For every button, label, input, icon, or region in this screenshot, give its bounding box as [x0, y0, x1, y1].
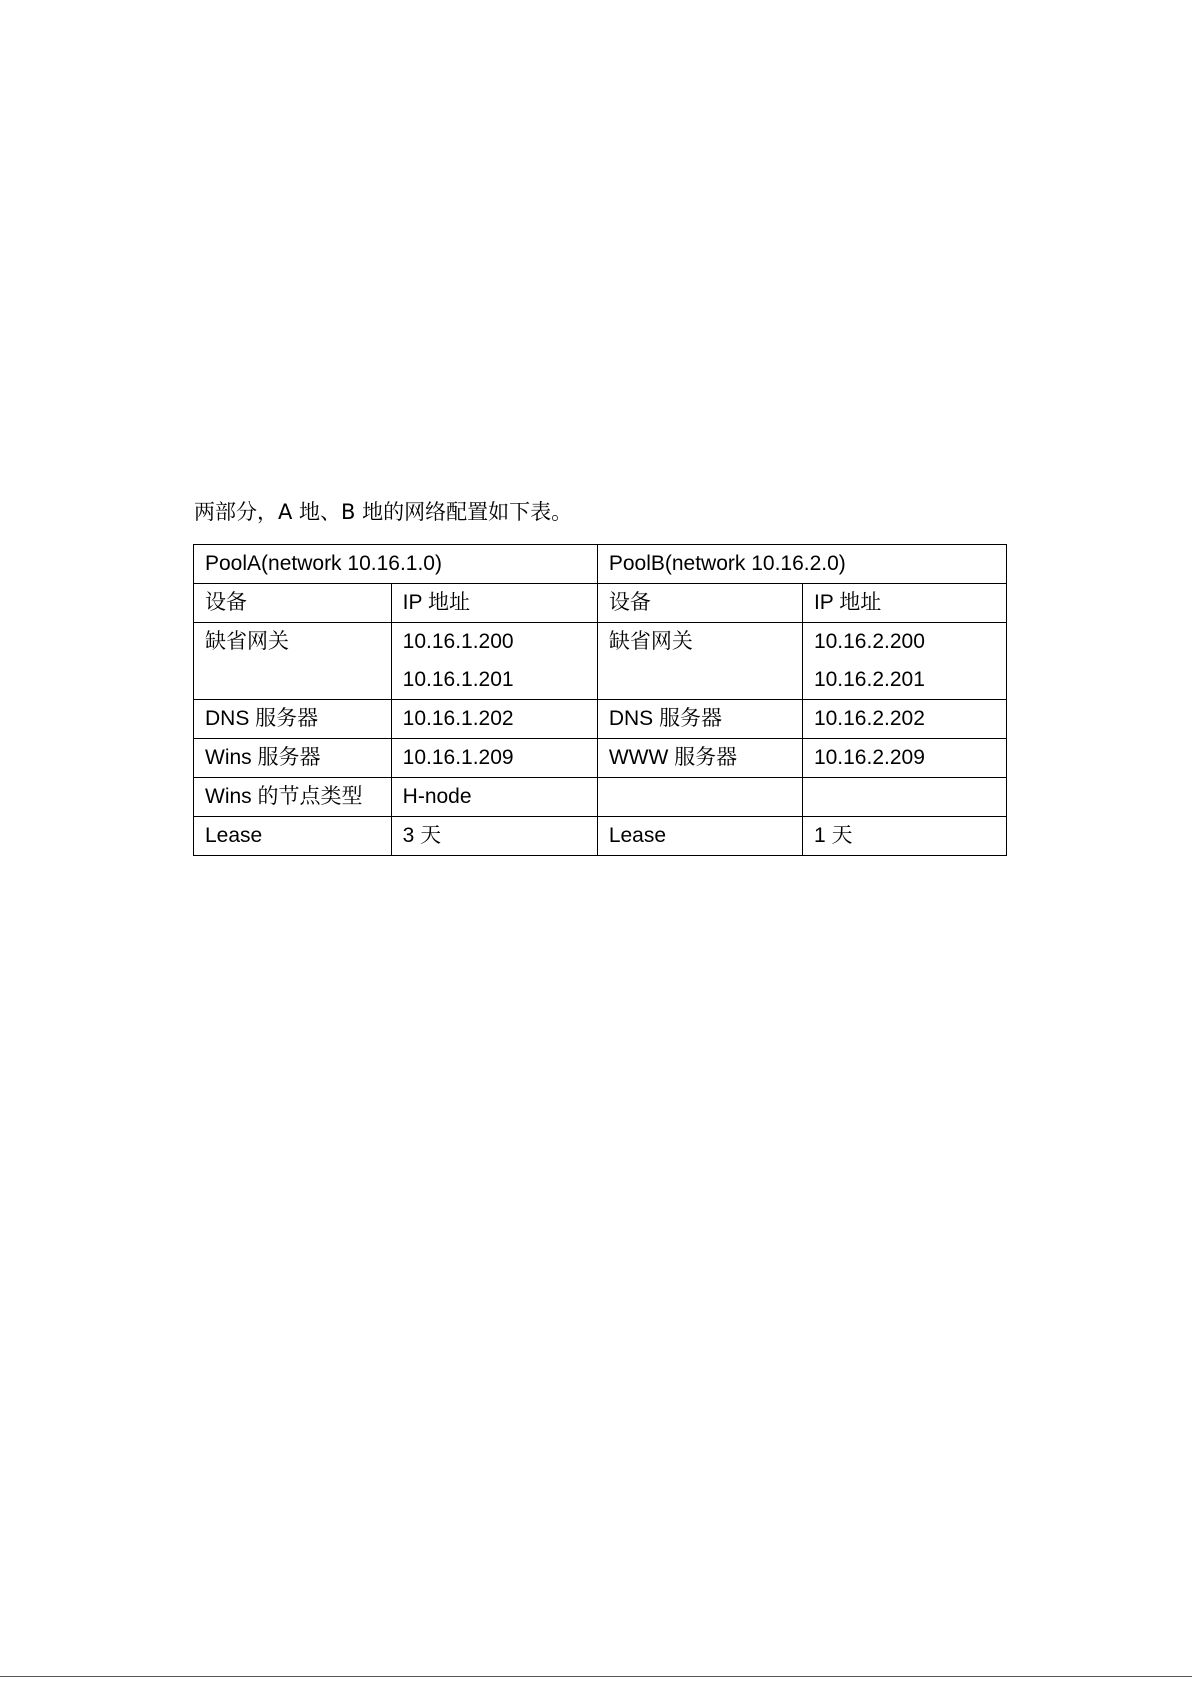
- table-row: [194, 623, 1007, 700]
- cut-off-text-line: [194, 500, 754, 544]
- cell-line: 10.16.2.200: [813, 630, 925, 653]
- table-cell: [802, 623, 1006, 700]
- table-cell: 1 天: [802, 817, 1006, 856]
- cell-line: 10.16.1.200: [402, 630, 514, 653]
- table-cell: 设备: [194, 584, 392, 623]
- table-cell: Wins 服务器: [194, 739, 392, 778]
- table-cell: DNS 服务器: [194, 700, 392, 739]
- table-cell: Lease: [194, 817, 392, 856]
- table-cell: H-node: [391, 778, 597, 817]
- table-cell: 设备: [597, 584, 802, 623]
- pool-b-header: PoolB(network 10.16.2.0): [597, 545, 1006, 584]
- table-cell: Wins 的节点类型: [194, 778, 392, 817]
- table-cell: IP 地址: [391, 584, 597, 623]
- table-row: [194, 545, 1007, 584]
- cell-line: 10.16.2.201: [813, 668, 925, 691]
- cut-off-text: 两部分，A 地、B 地的网络配置如下表。: [194, 500, 573, 524]
- pool-a-header: PoolA(network 10.16.1.0): [194, 545, 598, 584]
- table-row: [194, 778, 1007, 817]
- table-cell: [597, 778, 802, 817]
- table-cell: 缺省网关: [597, 623, 802, 700]
- table-cell: DNS 服务器: [597, 700, 802, 739]
- table-cell: [391, 623, 597, 700]
- table-row: [194, 817, 1007, 856]
- table-cell: Lease: [597, 817, 802, 856]
- table-row: [194, 739, 1007, 778]
- table-cell: 3 天: [391, 817, 597, 856]
- table-row: [194, 584, 1007, 623]
- cell-line: 10.16.1.201: [402, 668, 514, 691]
- page-bottom-divider: [0, 1676, 1192, 1677]
- table-row: [194, 700, 1007, 739]
- table-cell: 10.16.1.202: [391, 700, 597, 739]
- table-cell: [802, 778, 1006, 817]
- table-cell: 10.16.1.209: [391, 739, 597, 778]
- table-cell: 10.16.2.202: [802, 700, 1006, 739]
- table-cell: 10.16.2.209: [802, 739, 1006, 778]
- table-cell: 缺省网关: [194, 623, 392, 700]
- table-cell: WWW 服务器: [597, 739, 802, 778]
- network-config-table: [193, 544, 1007, 856]
- table-cell: IP 地址: [802, 584, 1006, 623]
